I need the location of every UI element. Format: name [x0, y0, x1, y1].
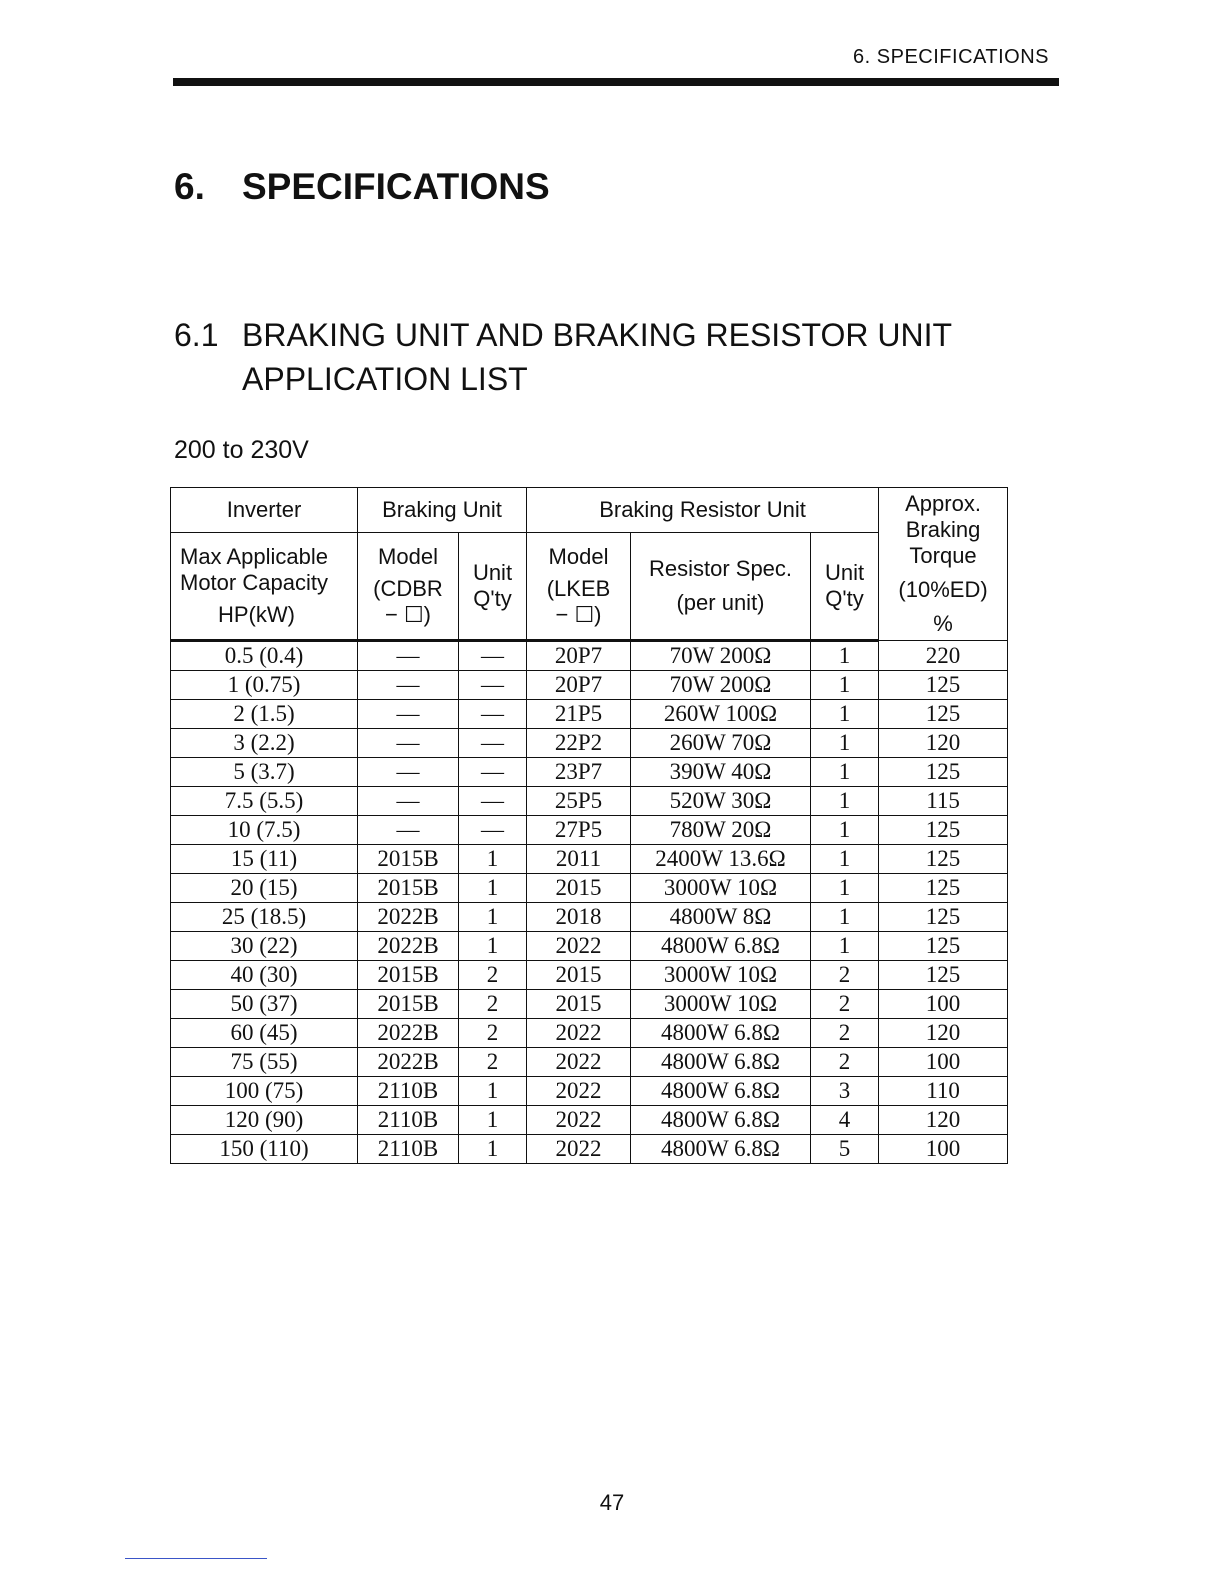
braking-unit-model-cell: 2015B — [358, 990, 459, 1019]
braking-unit-model-cell: — — [358, 787, 459, 816]
section-title-text: BRAKING UNIT AND BRAKING RESISTOR UNIT APPLICATION LIST — [242, 317, 952, 397]
section-title — [174, 313, 1042, 401]
footer-link-line — [125, 1558, 267, 1559]
table-row — [171, 787, 1008, 816]
braking-torque-cell: 100 — [879, 990, 1008, 1019]
braking-unit-model-cell: — — [358, 641, 459, 671]
braking-unit-qty-cell: — — [459, 729, 527, 758]
braking-unit-model-cell: 2110B — [358, 1077, 459, 1106]
resistor-qty-cell: 2 — [811, 961, 879, 990]
table-row — [171, 990, 1008, 1019]
braking-unit-model-cell: — — [358, 700, 459, 729]
braking-torque-cell: 125 — [879, 816, 1008, 845]
motor-capacity-cell: 10 (7.5) — [171, 816, 358, 845]
braking-unit-qty-header: Unit Q'ty — [459, 533, 527, 641]
table-row — [171, 1077, 1008, 1106]
table-row — [171, 816, 1008, 845]
resistor-qty-cell: 1 — [811, 845, 879, 874]
resistor-qty-cell: 3 — [811, 1077, 879, 1106]
table-row — [171, 961, 1008, 990]
table-row — [171, 758, 1008, 787]
resistor-qty-cell: 4 — [811, 1106, 879, 1135]
resistor-spec-cell: 520W 30Ω — [631, 787, 811, 816]
resistor-spec-cell: 4800W 6.8Ω — [631, 932, 811, 961]
braking-unit-qty-cell: 1 — [459, 1135, 527, 1164]
braking-unit-model-header: Model (CDBR − ☐) — [358, 533, 459, 641]
braking-unit-qty-cell: — — [459, 641, 527, 671]
motor-capacity-header: Max Applicable Motor Capacity HP(kW) — [171, 533, 358, 641]
braking-unit-model-cell: 2015B — [358, 874, 459, 903]
braking-unit-qty-cell: — — [459, 671, 527, 700]
braking-torque-cell: 125 — [879, 903, 1008, 932]
resistor-spec-cell: 2400W 13.6Ω — [631, 845, 811, 874]
resistor-qty-cell: 1 — [811, 758, 879, 787]
resistor-qty-cell: 1 — [811, 700, 879, 729]
resistor-spec-cell: 3000W 10Ω — [631, 990, 811, 1019]
braking-unit-model-cell: — — [358, 816, 459, 845]
motor-capacity-cell: 30 (22) — [171, 932, 358, 961]
resistor-qty-cell: 1 — [811, 787, 879, 816]
resistor-spec-cell: 4800W 6.8Ω — [631, 1019, 811, 1048]
braking-unit-qty-cell: 2 — [459, 1019, 527, 1048]
voltage-label: 200 to 230V — [174, 436, 309, 464]
page-number: 47 — [599, 1490, 625, 1515]
resistor-spec-cell: 4800W 8Ω — [631, 903, 811, 932]
section-number: 6.1 — [174, 317, 219, 353]
braking-torque-cell: 125 — [879, 932, 1008, 961]
motor-capacity-cell: 40 (30) — [171, 961, 358, 990]
resistor-qty-cell: 2 — [811, 1048, 879, 1077]
table-row — [171, 671, 1008, 700]
resistor-model-cell: 2018 — [527, 903, 631, 932]
braking-unit-qty-cell: 1 — [459, 1106, 527, 1135]
resistor-qty-cell: 1 — [811, 903, 879, 932]
motor-capacity-cell: 20 (15) — [171, 874, 358, 903]
resistor-qty-cell: 1 — [811, 932, 879, 961]
table-row — [171, 1135, 1008, 1164]
resistor-qty-cell: 1 — [811, 729, 879, 758]
resistor-spec-cell: 4800W 6.8Ω — [631, 1077, 811, 1106]
header-rule — [173, 78, 1059, 86]
resistor-model-cell: 21P5 — [527, 700, 631, 729]
braking-unit-qty-cell: — — [459, 758, 527, 787]
braking-torque-cell: 110 — [879, 1077, 1008, 1106]
braking-torque-cell: 120 — [879, 729, 1008, 758]
braking-torque-cell: 125 — [879, 758, 1008, 787]
resistor-model-cell: 2022 — [527, 1106, 631, 1135]
resistor-qty-cell: 1 — [811, 816, 879, 845]
braking-torque-cell: 120 — [879, 1019, 1008, 1048]
braking-unit-model-cell: 2015B — [358, 961, 459, 990]
resistor-model-cell: 2011 — [527, 845, 631, 874]
resistor-model-cell: 27P5 — [527, 816, 631, 845]
table-row — [171, 932, 1008, 961]
table-row — [171, 700, 1008, 729]
resistor-spec-cell: 390W 40Ω — [631, 758, 811, 787]
resistor-model-cell: 2015 — [527, 961, 631, 990]
motor-capacity-cell: 60 (45) — [171, 1019, 358, 1048]
resistor-model-cell: 2022 — [527, 1019, 631, 1048]
braking-unit-qty-cell: 1 — [459, 932, 527, 961]
braking-unit-qty-cell: 1 — [459, 903, 527, 932]
resistor-qty-cell: 1 — [811, 874, 879, 903]
motor-capacity-cell: 7.5 (5.5) — [171, 787, 358, 816]
braking-unit-model-cell: — — [358, 758, 459, 787]
braking-application-table — [170, 487, 1008, 1164]
resistor-spec-cell: 70W 200Ω — [631, 671, 811, 700]
resistor-spec-cell: 260W 100Ω — [631, 700, 811, 729]
resistor-model-cell: 2022 — [527, 1135, 631, 1164]
resistor-model-cell: 2022 — [527, 1077, 631, 1106]
resistor-spec-cell: 4800W 6.8Ω — [631, 1106, 811, 1135]
braking-torque-cell: 125 — [879, 874, 1008, 903]
resistor-model-cell: 2022 — [527, 932, 631, 961]
resistor-model-cell: 2015 — [527, 990, 631, 1019]
resistor-spec-cell: 4800W 6.8Ω — [631, 1048, 811, 1077]
resistor-spec-cell: 3000W 10Ω — [631, 961, 811, 990]
resistor-spec-cell: 4800W 6.8Ω — [631, 1135, 811, 1164]
resistor-spec-cell: 3000W 10Ω — [631, 874, 811, 903]
resistor-spec-header: Resistor Spec. (per unit) — [631, 533, 811, 641]
resistor-qty-cell: 2 — [811, 990, 879, 1019]
braking-unit-qty-cell: 2 — [459, 990, 527, 1019]
running-header: 6. SPECIFICATIONS — [853, 46, 1049, 68]
braking-unit-qty-cell: 2 — [459, 961, 527, 990]
resistor-model-cell: 2022 — [527, 1048, 631, 1077]
table-row — [171, 1106, 1008, 1135]
chapter-title — [174, 166, 550, 208]
braking-torque-header: Approx. Braking Torque (10%ED) % — [879, 488, 1008, 641]
motor-capacity-cell: 150 (110) — [171, 1135, 358, 1164]
braking-torque-cell: 120 — [879, 1106, 1008, 1135]
braking-unit-model-cell: 2110B — [358, 1135, 459, 1164]
resistor-qty-cell: 1 — [811, 671, 879, 700]
braking-unit-group-header: Braking Unit — [358, 488, 527, 533]
braking-unit-model-cell: 2022B — [358, 1019, 459, 1048]
resistor-qty-cell: 1 — [811, 641, 879, 671]
motor-capacity-cell: 1 (0.75) — [171, 671, 358, 700]
resistor-model-header: Model (LKEB − ☐) — [527, 533, 631, 641]
resistor-spec-cell: 780W 20Ω — [631, 816, 811, 845]
resistor-model-cell: 20P7 — [527, 671, 631, 700]
braking-torque-cell: 100 — [879, 1048, 1008, 1077]
braking-unit-model-cell: 2015B — [358, 845, 459, 874]
motor-capacity-cell: 75 (55) — [171, 1048, 358, 1077]
braking-torque-cell: 220 — [879, 641, 1008, 671]
table-row — [171, 874, 1008, 903]
braking-unit-qty-cell: 1 — [459, 874, 527, 903]
motor-capacity-cell: 100 (75) — [171, 1077, 358, 1106]
resistor-qty-header: Unit Q'ty — [811, 533, 879, 641]
motor-capacity-cell: 120 (90) — [171, 1106, 358, 1135]
resistor-spec-cell: 70W 200Ω — [631, 641, 811, 671]
braking-unit-qty-cell: 2 — [459, 1048, 527, 1077]
motor-capacity-cell: 50 (37) — [171, 990, 358, 1019]
braking-torque-cell: 125 — [879, 700, 1008, 729]
chapter-number: 6. — [174, 166, 205, 207]
resistor-model-cell: 22P2 — [527, 729, 631, 758]
braking-resistor-unit-group-header: Braking Resistor Unit — [527, 488, 879, 533]
resistor-model-cell: 20P7 — [527, 641, 631, 671]
table-group-header-row — [171, 488, 1008, 533]
braking-unit-model-cell: 2022B — [358, 1048, 459, 1077]
resistor-qty-cell: 2 — [811, 1019, 879, 1048]
braking-unit-qty-cell: — — [459, 816, 527, 845]
resistor-spec-cell: 260W 70Ω — [631, 729, 811, 758]
braking-torque-cell: 125 — [879, 961, 1008, 990]
braking-unit-model-cell: 2110B — [358, 1106, 459, 1135]
motor-capacity-cell: 15 (11) — [171, 845, 358, 874]
table-row — [171, 729, 1008, 758]
braking-torque-cell: 115 — [879, 787, 1008, 816]
table-row — [171, 903, 1008, 932]
braking-unit-model-cell: — — [358, 729, 459, 758]
chapter-title-text: SPECIFICATIONS — [242, 166, 550, 207]
braking-unit-model-cell: — — [358, 671, 459, 700]
braking-unit-qty-cell: 1 — [459, 1077, 527, 1106]
motor-capacity-cell: 3 (2.2) — [171, 729, 358, 758]
braking-unit-qty-cell: — — [459, 787, 527, 816]
table-row — [171, 845, 1008, 874]
table-row — [171, 641, 1008, 671]
braking-unit-qty-cell: 1 — [459, 845, 527, 874]
resistor-model-cell: 23P7 — [527, 758, 631, 787]
table-row — [171, 1048, 1008, 1077]
resistor-qty-cell: 5 — [811, 1135, 879, 1164]
braking-torque-cell: 125 — [879, 671, 1008, 700]
inverter-group-header: Inverter — [171, 488, 358, 533]
braking-torque-cell: 125 — [879, 845, 1008, 874]
table-row — [171, 1019, 1008, 1048]
braking-unit-qty-cell: — — [459, 700, 527, 729]
motor-capacity-cell: 0.5 (0.4) — [171, 641, 358, 671]
resistor-model-cell: 25P5 — [527, 787, 631, 816]
motor-capacity-cell: 5 (3.7) — [171, 758, 358, 787]
motor-capacity-cell: 25 (18.5) — [171, 903, 358, 932]
braking-unit-model-cell: 2022B — [358, 932, 459, 961]
braking-unit-model-cell: 2022B — [358, 903, 459, 932]
motor-capacity-cell: 2 (1.5) — [171, 700, 358, 729]
resistor-model-cell: 2015 — [527, 874, 631, 903]
braking-torque-cell: 100 — [879, 1135, 1008, 1164]
